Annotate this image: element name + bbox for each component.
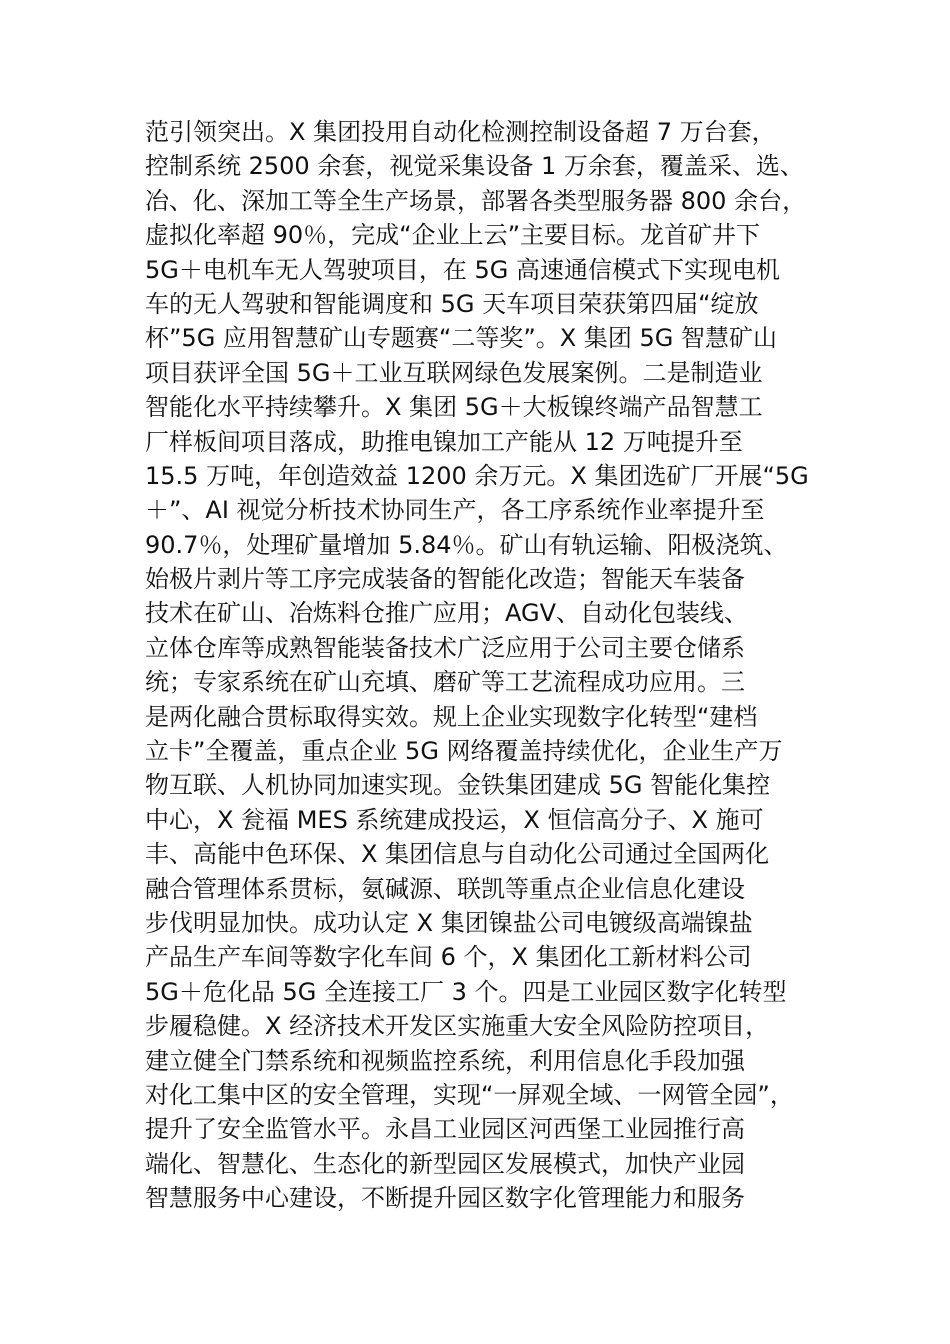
text-line: 中心，X 瓮福 MES 系统建成投运，X 恒信高分子、X 施可 (145, 805, 764, 834)
text-line: 5G＋电机车无人驾驶项目，在 5G 高速通信模式下实现电机 (145, 255, 780, 284)
text-line: 统；专家系统在矿山充填、磨矿等工艺流程成功应用。三 (145, 668, 745, 697)
text-line: 丰、高能中色环保、X 集团信息与自动化公司通过全国两化 (145, 840, 770, 869)
text-line: 厂样板间项目落成，助推电镍加工产能从 12 万吨提升至 (145, 427, 743, 456)
text-line: 90.7％，处理矿量增加 5.84％。矿山有轨运输、阳极浇筑、 (145, 530, 788, 559)
text-line: 立卡”全覆盖，重点企业 5G 网络覆盖持续优化，企业生产万 (145, 737, 783, 766)
text-line: 智能化水平持续攀升。X 集团 5G＋大板镍终端产品智慧工 (145, 393, 763, 422)
text-line: 立体仓库等成熟智能装备技术广泛应用于公司主要仓储系 (145, 633, 745, 662)
text-line: 5G＋危化品 5G 全连接工厂 3 个。四是工业园区数字化转型 (145, 977, 787, 1006)
text-line: 建立健全门禁系统和视频监控系统，利用信息化手段加强 (145, 1046, 745, 1075)
body-paragraph (145, 115, 845, 1216)
text-line: 智慧服务中心建设，不断提升园区数字化管理能力和服务 (145, 1184, 745, 1213)
text-line: 是两化融合贯标取得实效。规上企业实现数字化转型“建档 (145, 702, 758, 731)
text-line: 端化、智慧化、生态化的新型园区发展模式，加快产业园 (145, 1149, 745, 1178)
text-line: 产品生产车间等数字化车间 6 个，X 集团化工新材料公司 (145, 943, 752, 972)
text-line: 项目获评全国 5G＋工业互联网绿色发展案例。二是制造业 (145, 358, 763, 387)
text-line: 15.5 万吨，年创造效益 1200 余万元。X 集团选矿厂开展“5G (145, 461, 809, 490)
text-line: 物互联、人机协同加速实现。金铁集团建成 5G 智能化集控 (145, 771, 771, 800)
text-line: 对化工集中区的安全管理，实现“一屏观全域、一网管全园”， (145, 1080, 794, 1109)
text-line: 步伐明显加快。成功认定 X 集团镍盐公司电镀级高端镍盐 (145, 908, 753, 937)
text-line: 范引领突出。X 集团投用自动化检测控制设备超 7 万台套， (145, 118, 776, 146)
text-line: 车的无人驾驶和智能调度和 5G 天车项目荣获第四届“绽放 (145, 289, 759, 318)
text-line: 融合管理体系贯标，氨碱源、联凯等重点企业信息化建设 (145, 874, 745, 903)
text-line: 虚拟化率超 90％，完成“企业上云”主要目标。龙首矿井下 (145, 221, 761, 250)
text-line: 始极片剥片等工序完成装备的智能化改造；智能天车装备 (145, 565, 745, 594)
text-line: 冶、化、深加工等全生产场景，部署各类型服务器 800 余台， (145, 186, 807, 215)
text-line: ＋”、AI 视觉分析技术协同生产，各工序系统作业率提升至 (145, 496, 765, 525)
text-line: 杯”5G 应用智慧矿山专题赛“二等奖”。X 集团 5G 智慧矿山 (145, 324, 777, 353)
text-line: 提升了安全监管水平。永昌工业园区河西堡工业园推行高 (145, 1115, 745, 1144)
text-line: 步履稳健。X 经济技术开发区实施重大安全风险防控项目， (145, 1012, 770, 1041)
text-line: 控制系统 2500 余套，视觉采集设备 1 万余套，覆盖采、选、 (145, 152, 804, 181)
text-line: 技术在矿山、冶炼料仓推广应用；AGV、自动化包装线、 (145, 599, 749, 628)
